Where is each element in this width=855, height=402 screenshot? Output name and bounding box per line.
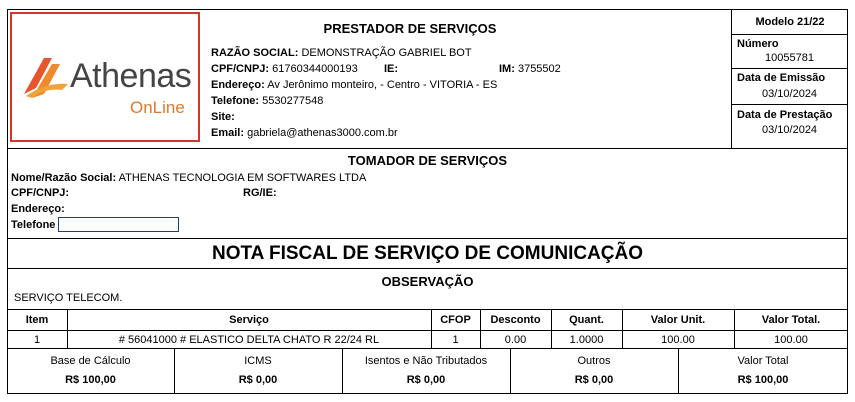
emissao-label: Data de Emissão: [737, 72, 826, 84]
nota-title: NOTA FISCAL DE SERVIÇO DE COMUNICAÇÃO: [211, 243, 644, 264]
modelo-label: Modelo 21/22: [755, 16, 825, 28]
total-value-isentos: R$ 0,00: [406, 374, 446, 386]
telefone-field[interactable]: [58, 217, 179, 232]
th-desconto: Desconto: [490, 314, 541, 326]
prestador-info: [211, 45, 726, 141]
razao-label: RAZÃO SOCIAL:: [211, 47, 299, 59]
im-label: IM:: [499, 63, 515, 75]
td-valor-total: 100.00: [774, 334, 808, 346]
tomador-nome-value: ATHENAS TECNOLOGIA EM SOFTWARES LTDA: [118, 172, 367, 184]
th-quant: Quant.: [569, 314, 604, 326]
divider: [731, 34, 848, 35]
divider: [731, 9, 732, 148]
tomador-title: TOMADOR DE SERVIÇOS: [347, 153, 508, 168]
tomador-endereco-label: Endereço:: [11, 203, 65, 215]
td-desconto: 0.00: [504, 334, 527, 346]
total-label-isentos: Isentos e Não Tributados: [364, 355, 488, 367]
logo-sub-text: OnLine: [130, 98, 185, 117]
prestacao-value: 03/10/2024: [762, 124, 818, 136]
td-valor-unit: 100.00: [661, 334, 695, 346]
prestador-title: PRESTADOR DE SERVIÇOS: [323, 21, 497, 36]
email-value: gabriela@athenas3000.com.br: [247, 127, 398, 139]
th-servico: Serviço: [229, 314, 269, 326]
total-label-icms: ICMS: [244, 355, 272, 367]
observacao-text: SERVIÇO TELECOM.: [14, 292, 123, 304]
table-border: [7, 309, 848, 310]
site-label: Site:: [211, 111, 235, 123]
endereco-value: Av Jerônimo monteiro, - Centro - VITORIA - ES: [267, 79, 498, 91]
emissao-value: 03/10/2024: [762, 88, 818, 100]
cpf-value: 61760344000193: [272, 63, 358, 75]
logo-box: [10, 12, 200, 142]
table-border: [7, 348, 848, 349]
numero-label: Número: [737, 38, 779, 50]
td-quant: 1.0000: [569, 334, 604, 346]
td-item: 1: [33, 334, 41, 346]
razao-value: DEMONSTRAÇÃO GABRIEL BOT: [301, 47, 472, 59]
total-value-valor-total: R$ 100,00: [737, 374, 789, 386]
divider: [731, 68, 848, 69]
cpf-label: CPF/CNPJ:: [211, 63, 270, 75]
total-value-outros: R$ 0,00: [574, 374, 614, 386]
th-valor-total: Valor Total.: [761, 314, 821, 326]
table-border: [7, 330, 848, 331]
divider: [731, 104, 848, 105]
prestacao-label: Data de Prestação: [737, 109, 833, 121]
total-value-base: R$ 100,00: [65, 374, 116, 386]
endereco-label: Endereço:: [211, 79, 265, 91]
th-valor-unit: Valor Unit.: [650, 314, 706, 326]
telefone-label: Telefone:: [211, 95, 260, 107]
im-value: 3755502: [517, 63, 561, 75]
tomador-rg-label: RG/IE:: [243, 187, 277, 199]
telefone-value: 5530277548: [262, 95, 324, 107]
th-item: Item: [25, 314, 49, 326]
ie-label: IE:: [384, 63, 399, 75]
total-label-base: Base de Cálculo: [50, 355, 131, 367]
total-label-valor-total: Valor Total: [737, 355, 789, 367]
tomador-cpf-label: CPF/CNPJ:: [11, 187, 70, 199]
total-value-icms: R$ 0,00: [238, 374, 278, 386]
observacao-title: OBSERVAÇÃO: [381, 274, 474, 289]
divider: [7, 268, 848, 269]
logo-brand-text: Athenas: [70, 57, 192, 95]
tomador-nome-label: Nome/Razão Social:: [11, 172, 117, 184]
athenas-logo-icon: [22, 54, 72, 100]
divider: [7, 148, 848, 149]
th-cfop: CFOP: [440, 314, 471, 326]
numero-value: 10055781: [765, 52, 814, 64]
email-label: Email:: [211, 127, 245, 139]
divider: [7, 238, 848, 239]
total-label-outros: Outros: [577, 355, 611, 367]
tomador-nome-row: [11, 172, 366, 184]
tomador-telefone-label: Telefone: [11, 219, 56, 231]
td-servico: # 56041000 # ELASTICO DELTA CHATO R 22/24 RL: [118, 334, 380, 346]
td-cfop: 1: [452, 334, 459, 346]
